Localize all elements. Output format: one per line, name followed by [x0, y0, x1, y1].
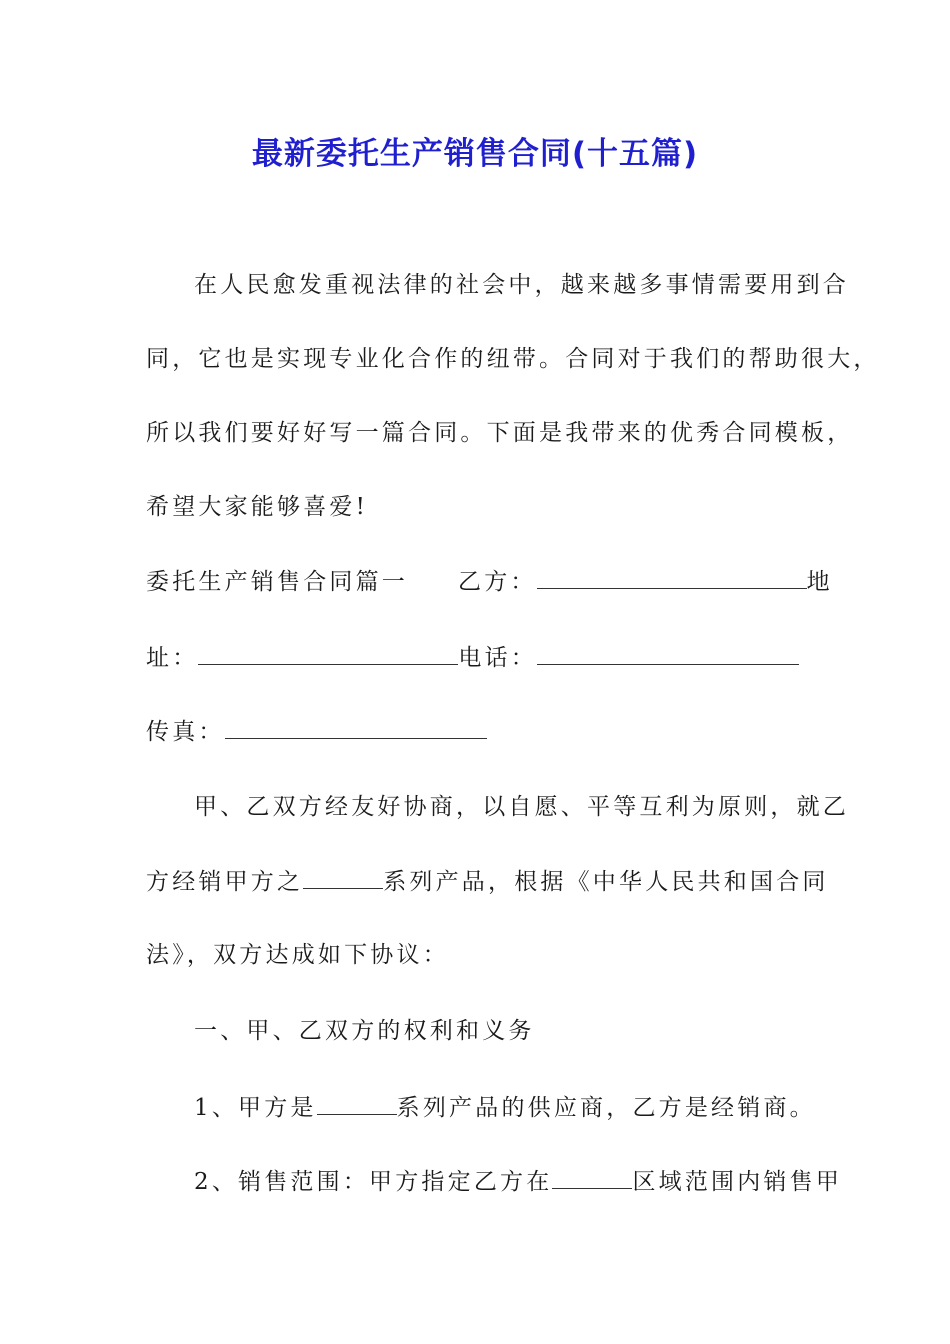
address-label-start: 地 — [806, 569, 833, 595]
document-title: 最新委托生产销售合同(十五篇) — [251, 136, 699, 172]
item-2-end: 区域范围内销售甲 — [632, 1169, 843, 1195]
fax-line — [146, 716, 487, 747]
item-1-blank — [317, 1092, 397, 1115]
party-b-label: 乙方： — [458, 569, 537, 595]
party-b-blank — [537, 566, 807, 589]
intro-line-1: 在人民愈发重视法律的社会中，越来越多事情需要用到合 — [194, 272, 849, 298]
intro-line-4: 希望大家能够喜爱! — [146, 494, 369, 520]
address-phone-line — [146, 642, 799, 673]
section-1-item-1 — [194, 1092, 816, 1123]
preamble-line-2 — [146, 866, 829, 897]
fax-blank — [225, 716, 487, 739]
fax-label: 传真： — [146, 719, 225, 745]
phone-label: 电话： — [458, 645, 538, 671]
product-series-blank — [303, 866, 383, 889]
section-1-heading: 一、甲、乙双方的权利和义务 — [194, 1018, 535, 1044]
preamble-line-2-end: 系列产品，根据《中华人民共和国合同 — [383, 869, 829, 895]
item-2-blank — [552, 1166, 632, 1189]
preamble-line-3: 法》，双方达成如下协议： — [146, 942, 449, 968]
preamble-line-1: 甲、乙双方经友好协商，以自愿、平等互利为原则，就乙 — [194, 794, 849, 820]
intro-line-2: 同，它也是实现专业化合作的纽带。合同对于我们的帮助很大， — [146, 346, 880, 372]
item-1-start: 1、甲方是 — [194, 1095, 317, 1121]
section-1-item-2 — [194, 1166, 842, 1197]
item-2-start: 2、销售范围：甲方指定乙方在 — [194, 1169, 553, 1195]
address-label-end: 址： — [146, 645, 199, 671]
preamble-line-2-start: 方经销甲方之 — [146, 869, 304, 895]
party-b-line — [146, 566, 833, 597]
section-heading: 委托生产销售合同篇一 — [146, 569, 408, 595]
item-1-end: 系列产品的供应商，乙方是经销商。 — [396, 1095, 816, 1121]
address-blank — [198, 642, 458, 665]
phone-blank — [537, 642, 799, 665]
intro-line-3: 所以我们要好好写一篇合同。下面是我带来的优秀合同模板， — [146, 420, 854, 446]
